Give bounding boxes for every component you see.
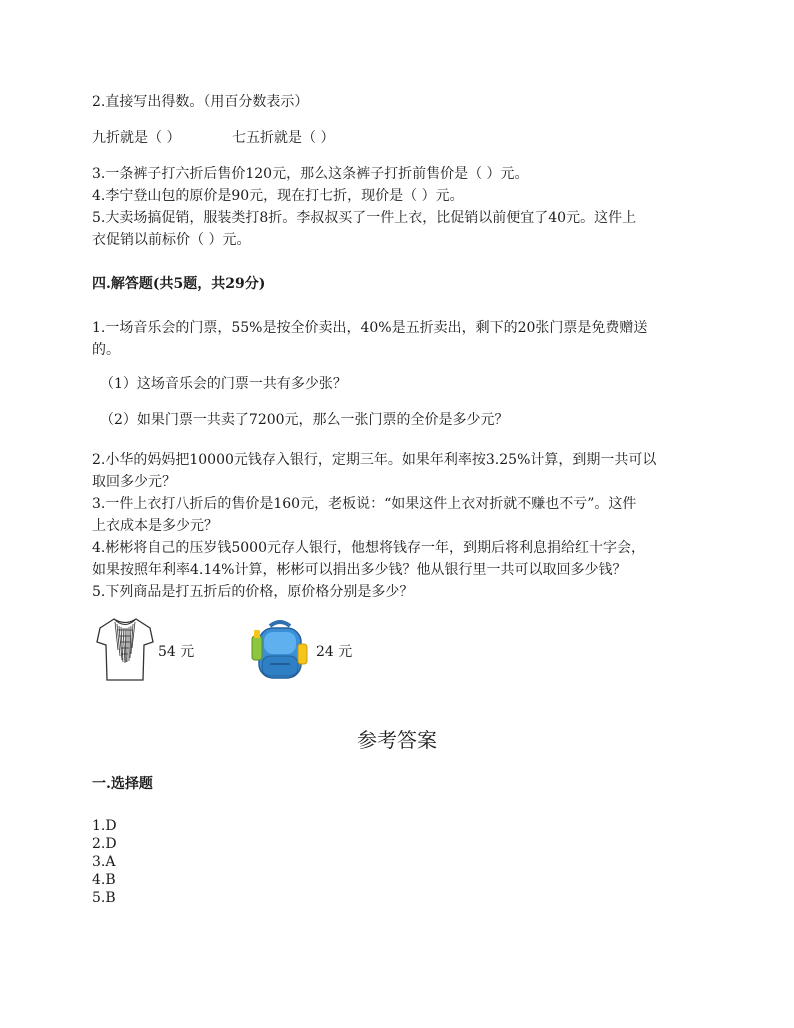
- q4-text: 4.李宁登山包的原价是90元，现在打七折，现价是（ ）元。: [92, 188, 464, 204]
- shirt-icon: [96, 616, 154, 682]
- backpack-icon: [250, 618, 310, 682]
- q2-item-2: 七五折就是（ ）: [232, 130, 335, 146]
- answer-item: 4.B: [92, 872, 116, 888]
- s4-q3-line-1: 3.一件上衣打八折后的售价是160元，老板说：“如果这件上衣对折就不赚也不亏”。这件: [92, 496, 637, 512]
- shirt-price: 54 元: [158, 644, 195, 660]
- q2-item-1: 九折就是（ ）: [92, 130, 181, 146]
- s4-q2-line-2: 取回多少元？: [92, 474, 176, 490]
- backpack-price: 24 元: [316, 644, 353, 660]
- answers-title: 参考答案: [357, 728, 437, 752]
- s4-q1-sub-2: （2）如果门票一共卖了7200元，那么一张门票的全价是多少元？: [100, 412, 509, 428]
- answers-section1-heading: 一.选择题: [92, 776, 153, 792]
- s4-q4-line-1: 4.彬彬将自己的压岁钱5000元存人银行，他想将钱存一年，到期后将利息捐给红十字会，: [92, 540, 645, 556]
- s4-q3-line-2: 上衣成本是多少元？: [92, 518, 218, 534]
- answer-item: 3.A: [92, 854, 116, 870]
- s4-q1-sub-1: （1）这场音乐会的门票一共有多少张？: [100, 376, 347, 392]
- s4-q1-line-2: 的。: [92, 342, 120, 358]
- q5-line-1: 5.大卖场搞促销，服装类打8折。李叔叔买了一件上衣，比促销以前便宜了40元。这件上: [92, 210, 637, 226]
- answer-item: 5.B: [92, 890, 116, 906]
- q3-text: 3.一条裤子打六折后售价120元，那么这条裤子打折前售价是（ ）元。: [92, 166, 529, 182]
- answer-item: 1.D: [92, 818, 117, 834]
- s4-q1-line-1: 1.一场音乐会的门票，55%是按全价卖出，40%是五折卖出，剩下的20张门票是免费赠送: [92, 320, 648, 336]
- s4-q4-line-2: 如果按照年利率4.14%计算，彬彬可以捐出多少钱？他从银行里一共可以取回多少钱？: [92, 562, 627, 578]
- q5-line-2: 衣促销以前标价（ ）元。: [92, 232, 251, 248]
- s4-q2-line-1: 2.小华的妈妈把10000元钱存入银行，定期三年。如果年利率按3.25%计算，到期一共可以: [92, 452, 657, 468]
- q2-title: 2.直接写出得数。（用百分数表示）: [92, 94, 309, 110]
- section4-heading: 四.解答题(共5题，共29分): [92, 276, 266, 292]
- s4-q5-text: 5.下列商品是打五折后的价格，原价格分别是多少？: [92, 584, 414, 600]
- answer-item: 2.D: [92, 836, 117, 852]
